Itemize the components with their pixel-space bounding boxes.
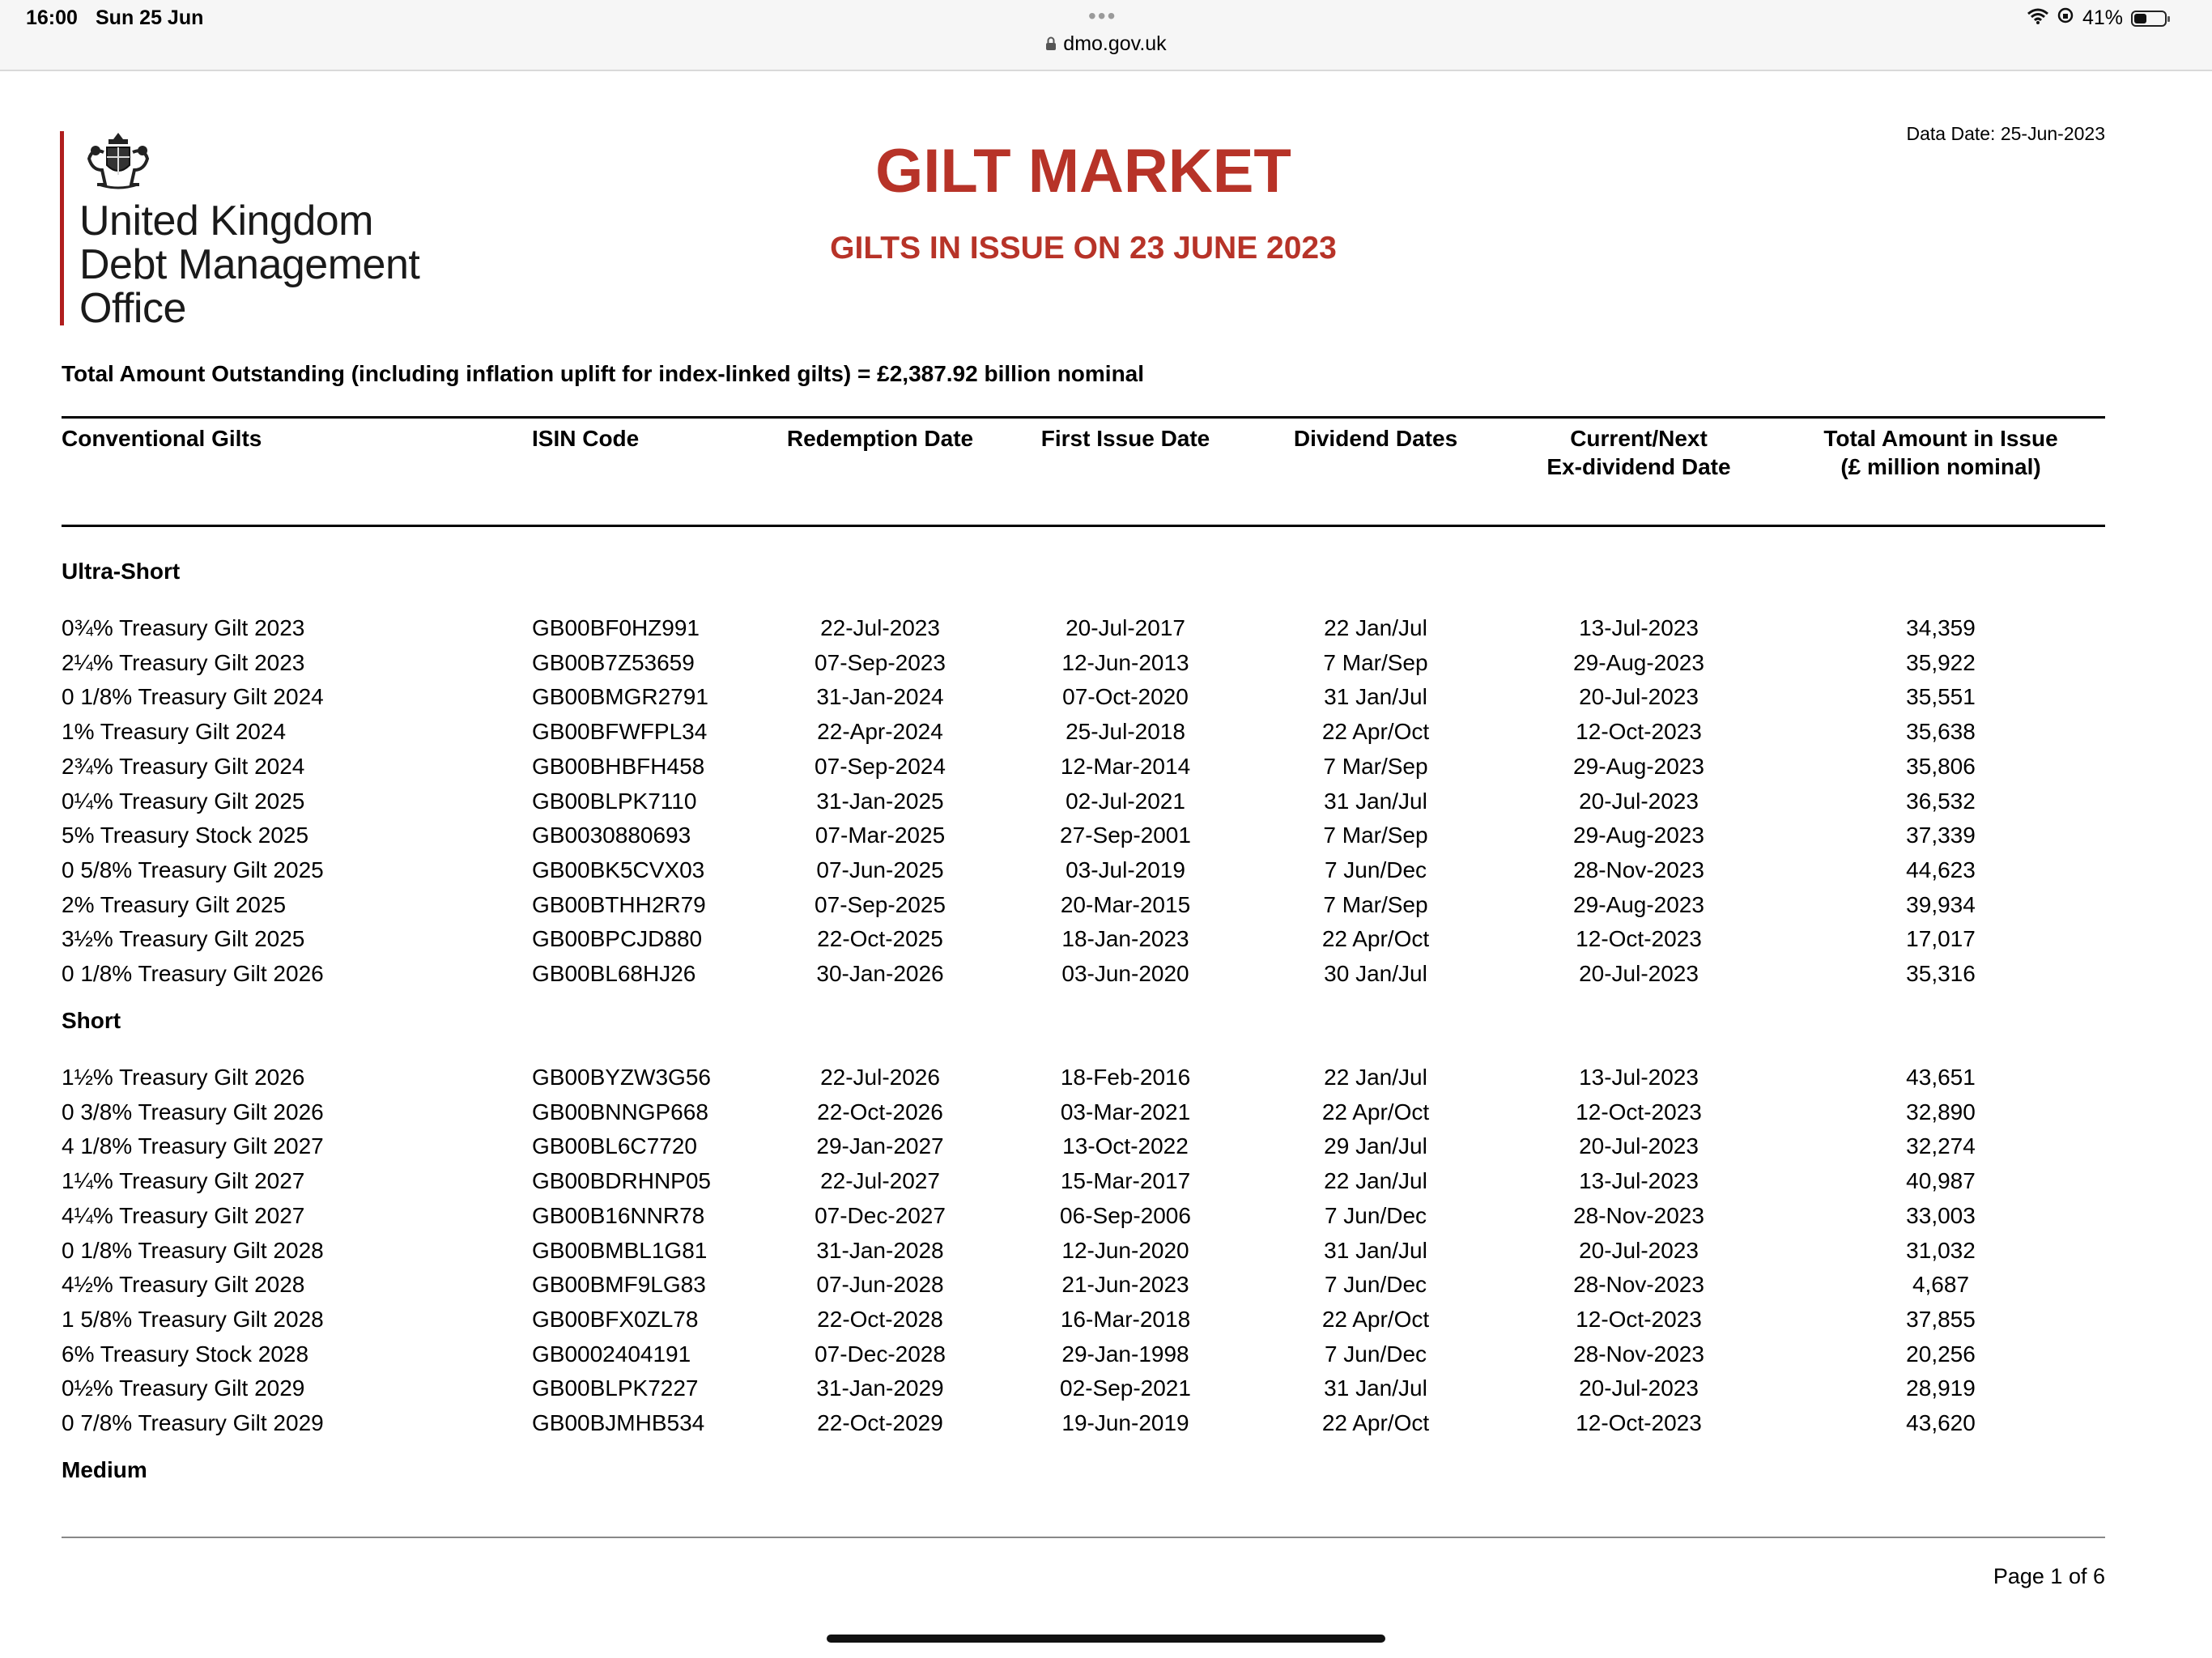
cell-name: 0¼% Treasury Gilt 2025 xyxy=(62,789,305,814)
cell-amount: 37,855 xyxy=(1906,1307,1976,1332)
col-header-dividend: Dividend Dates xyxy=(1293,426,1458,451)
cell-first-issue: 27-Sep-2001 xyxy=(1060,823,1191,848)
cell-isin: GB00BJMHB534 xyxy=(532,1410,705,1435)
table-row xyxy=(0,719,2212,753)
cell-dividend: 30 Jan/Jul xyxy=(1324,961,1427,986)
cell-exdiv: 28-Nov-2023 xyxy=(1573,1341,1704,1367)
table-row xyxy=(0,615,2212,649)
cell-isin: GB00BMBL1G81 xyxy=(532,1238,708,1263)
cell-exdiv: 29-Aug-2023 xyxy=(1573,892,1704,917)
cell-amount: 43,651 xyxy=(1906,1065,1976,1090)
cell-name: 0½% Treasury Gilt 2029 xyxy=(62,1375,305,1401)
cell-dividend: 22 Jan/Jul xyxy=(1324,615,1427,640)
cell-amount: 32,890 xyxy=(1906,1099,1976,1124)
cell-isin: GB00BFX0ZL78 xyxy=(532,1307,699,1332)
cell-dividend: 7 Jun/Dec xyxy=(1324,1272,1427,1297)
table-row xyxy=(0,650,2212,684)
page-number: Page 1 of 6 xyxy=(1993,1564,2105,1588)
cell-isin: GB00BF0HZ991 xyxy=(532,615,700,640)
status-time: 16:00 xyxy=(26,6,78,29)
data-date: Data Date: 25-Jun-2023 xyxy=(1906,123,2105,144)
table-row xyxy=(0,754,2212,788)
cell-name: 0 1/8% Treasury Gilt 2026 xyxy=(62,961,324,986)
table-row xyxy=(0,857,2212,891)
cell-isin: GB00BFWFPL34 xyxy=(532,719,708,744)
cell-redemption: 07-Dec-2028 xyxy=(815,1341,946,1367)
cell-exdiv: 20-Jul-2023 xyxy=(1579,1375,1699,1401)
wifi-icon xyxy=(2027,6,2048,30)
cell-redemption: 07-Mar-2025 xyxy=(815,823,946,848)
cell-redemption: 07-Sep-2025 xyxy=(815,892,946,917)
cell-dividend: 31 Jan/Jul xyxy=(1324,1238,1427,1263)
cell-isin: GB00BYZW3G56 xyxy=(532,1065,711,1090)
cell-redemption: 07-Dec-2027 xyxy=(815,1203,946,1228)
cell-name: 0¾% Treasury Gilt 2023 xyxy=(62,615,305,640)
cell-dividend: 7 Jun/Dec xyxy=(1324,1203,1427,1228)
cell-redemption: 30-Jan-2026 xyxy=(816,961,944,986)
cell-dividend: 22 Jan/Jul xyxy=(1324,1168,1427,1193)
cell-redemption: 22-Apr-2024 xyxy=(817,719,943,744)
col-header-amount xyxy=(1779,424,2103,481)
cell-first-issue: 19-Jun-2019 xyxy=(1061,1410,1189,1435)
cell-redemption: 22-Jul-2026 xyxy=(820,1065,940,1090)
cell-redemption: 22-Oct-2029 xyxy=(817,1410,943,1435)
cell-name: 0 7/8% Treasury Gilt 2029 xyxy=(62,1410,324,1435)
orientation-lock-icon xyxy=(2057,6,2074,30)
cell-redemption: 29-Jan-2027 xyxy=(816,1133,944,1158)
cell-dividend: 7 Jun/Dec xyxy=(1324,1341,1427,1367)
cell-name: 2¾% Treasury Gilt 2024 xyxy=(62,754,305,779)
cell-exdiv: 28-Nov-2023 xyxy=(1573,1272,1704,1297)
cell-name: 4½% Treasury Gilt 2028 xyxy=(62,1272,305,1297)
table-row xyxy=(0,684,2212,718)
cell-isin: GB00BTHH2R79 xyxy=(532,892,706,917)
cell-dividend: 22 Apr/Oct xyxy=(1321,719,1430,744)
battery-icon xyxy=(2131,11,2167,27)
cell-dividend: 7 Mar/Sep xyxy=(1323,650,1428,675)
cell-amount: 37,339 xyxy=(1906,823,1976,848)
section-label: Short xyxy=(62,1008,121,1033)
cell-amount: 31,032 xyxy=(1906,1238,1976,1263)
cell-first-issue: 12-Jun-2013 xyxy=(1061,650,1189,675)
cell-dividend: 29 Jan/Jul xyxy=(1324,1133,1427,1158)
table-row xyxy=(0,961,2212,995)
cell-name: 2¼% Treasury Gilt 2023 xyxy=(62,650,305,675)
cell-name: 5% Treasury Stock 2025 xyxy=(62,823,309,848)
cell-exdiv: 12-Oct-2023 xyxy=(1576,926,1702,951)
logo-line-1: United Kingdom xyxy=(79,198,373,244)
cell-first-issue: 03-Jun-2020 xyxy=(1061,961,1189,986)
table-row xyxy=(0,823,2212,857)
cell-first-issue: 25-Jul-2018 xyxy=(1066,719,1185,744)
footer-rule xyxy=(62,1537,2105,1538)
col-header-exdiv-line1: Current/Next xyxy=(1570,426,1708,451)
col-header-exdiv-line2: Ex-dividend Date xyxy=(1546,454,1731,479)
cell-redemption: 22-Oct-2025 xyxy=(817,926,943,951)
col-header-name: Conventional Gilts xyxy=(62,426,262,451)
cell-dividend: 22 Jan/Jul xyxy=(1324,1065,1427,1090)
cell-amount: 32,274 xyxy=(1906,1133,1976,1158)
cell-first-issue: 12-Mar-2014 xyxy=(1060,754,1191,779)
cell-isin: GB00BK5CVX03 xyxy=(532,857,705,882)
cell-dividend: 7 Jun/Dec xyxy=(1324,857,1427,882)
cell-amount: 36,532 xyxy=(1906,789,1976,814)
cell-first-issue: 02-Sep-2021 xyxy=(1060,1375,1191,1401)
section-label: Medium xyxy=(62,1457,147,1482)
cell-amount: 39,934 xyxy=(1906,892,1976,917)
cell-amount: 34,359 xyxy=(1906,615,1976,640)
cell-exdiv: 20-Jul-2023 xyxy=(1579,684,1699,709)
cell-exdiv: 20-Jul-2023 xyxy=(1579,1238,1699,1263)
cell-isin: GB00BMF9LG83 xyxy=(532,1272,706,1297)
table-row xyxy=(0,926,2212,960)
cell-redemption: 22-Jul-2027 xyxy=(820,1168,940,1193)
cell-amount: 43,620 xyxy=(1906,1410,1976,1435)
cell-redemption: 07-Jun-2028 xyxy=(816,1272,944,1297)
lock-icon xyxy=(1045,33,1057,57)
status-indicators xyxy=(2027,6,2167,30)
total-outstanding: Total Amount Outstanding (including inflation uplift for index-linked gilts) = £2,387.92 billion nominal xyxy=(62,361,1145,386)
cell-amount: 40,987 xyxy=(1906,1168,1976,1193)
cell-isin: GB00B7Z53659 xyxy=(532,650,695,675)
cell-dividend: 7 Mar/Sep xyxy=(1323,754,1428,779)
cell-isin: GB00B16NNR78 xyxy=(532,1203,705,1228)
cell-redemption: 22-Jul-2023 xyxy=(820,615,940,640)
cell-name: 0 1/8% Treasury Gilt 2024 xyxy=(62,684,324,709)
cell-exdiv: 28-Nov-2023 xyxy=(1573,857,1704,882)
cell-isin: GB0002404191 xyxy=(532,1341,691,1367)
cell-first-issue: 12-Jun-2020 xyxy=(1061,1238,1189,1263)
cell-first-issue: 18-Feb-2016 xyxy=(1060,1065,1191,1090)
cell-exdiv: 20-Jul-2023 xyxy=(1579,961,1699,986)
table-row xyxy=(0,789,2212,823)
cell-exdiv: 13-Jul-2023 xyxy=(1579,1168,1699,1193)
cell-exdiv: 29-Aug-2023 xyxy=(1573,650,1704,675)
cell-redemption: 31-Jan-2029 xyxy=(816,1375,944,1401)
cell-isin: GB00BPCJD880 xyxy=(532,926,703,951)
home-indicator[interactable] xyxy=(827,1635,1385,1643)
cell-name: 0 3/8% Treasury Gilt 2026 xyxy=(62,1099,324,1124)
cell-exdiv: 13-Jul-2023 xyxy=(1579,615,1699,640)
cell-name: 1 5/8% Treasury Gilt 2028 xyxy=(62,1307,324,1332)
table-row xyxy=(0,1099,2212,1133)
section-label: Ultra-Short xyxy=(62,559,181,584)
cell-exdiv: 12-Oct-2023 xyxy=(1576,1099,1702,1124)
cell-exdiv: 12-Oct-2023 xyxy=(1576,1410,1702,1435)
cell-redemption: 31-Jan-2025 xyxy=(816,789,944,814)
cell-dividend: 22 Apr/Oct xyxy=(1321,926,1430,951)
battery-percent: 41% xyxy=(2082,6,2123,29)
cell-redemption: 07-Sep-2024 xyxy=(815,754,946,779)
col-header-isin: ISIN Code xyxy=(532,426,640,451)
cell-first-issue: 06-Sep-2006 xyxy=(1060,1203,1191,1228)
table-row xyxy=(0,1203,2212,1237)
cell-isin: GB00BLPK7110 xyxy=(532,789,697,814)
col-header-amount-line1: Total Amount in Issue xyxy=(1823,426,2058,451)
cell-first-issue: 03-Jul-2019 xyxy=(1066,857,1185,882)
cell-amount: 28,919 xyxy=(1906,1375,1976,1401)
browser-status-bar xyxy=(0,0,2212,71)
cell-dividend: 7 Mar/Sep xyxy=(1323,892,1428,917)
cell-first-issue: 20-Jul-2017 xyxy=(1066,615,1185,640)
cell-amount: 4,687 xyxy=(1912,1272,1970,1297)
cell-name: 1½% Treasury Gilt 2026 xyxy=(62,1065,305,1090)
logo-line-2: Debt Management xyxy=(79,241,420,288)
cell-amount: 44,623 xyxy=(1906,857,1976,882)
col-header-first-issue: First Issue Date xyxy=(1040,426,1210,451)
cell-dividend: 7 Mar/Sep xyxy=(1323,823,1428,848)
cell-isin: GB00BL68HJ26 xyxy=(532,961,696,986)
cell-amount: 35,922 xyxy=(1906,650,1976,675)
cell-first-issue: 16-Mar-2018 xyxy=(1060,1307,1191,1332)
more-dots-icon[interactable]: ••• xyxy=(1088,3,1117,28)
cell-exdiv: 28-Nov-2023 xyxy=(1573,1203,1704,1228)
table-row xyxy=(0,1272,2212,1306)
col-header-amount-line2: (£ million nominal) xyxy=(1840,454,2041,479)
cell-isin: GB00BL6C7720 xyxy=(532,1133,697,1158)
cell-exdiv: 12-Oct-2023 xyxy=(1576,1307,1702,1332)
cell-redemption: 07-Sep-2023 xyxy=(815,650,946,675)
cell-name: 1% Treasury Gilt 2024 xyxy=(62,719,287,744)
cell-name: 3½% Treasury Gilt 2025 xyxy=(62,926,305,951)
cell-first-issue: 18-Jan-2023 xyxy=(1061,926,1189,951)
table-top-rule xyxy=(62,416,2105,419)
cell-amount: 17,017 xyxy=(1906,926,1976,951)
cell-name: 0 5/8% Treasury Gilt 2025 xyxy=(62,857,324,882)
cell-amount: 35,806 xyxy=(1906,754,1976,779)
cell-exdiv: 13-Jul-2023 xyxy=(1579,1065,1699,1090)
cell-dividend: 22 Apr/Oct xyxy=(1321,1099,1430,1124)
cell-isin: GB00BHBFH458 xyxy=(532,754,705,779)
table-row xyxy=(0,1341,2212,1375)
cell-first-issue: 29-Jan-1998 xyxy=(1061,1341,1189,1367)
cell-exdiv: 29-Aug-2023 xyxy=(1573,823,1704,848)
cell-isin: GB00BDRHNP05 xyxy=(532,1168,711,1193)
cell-amount: 35,638 xyxy=(1906,719,1976,744)
cell-first-issue: 20-Mar-2015 xyxy=(1060,892,1191,917)
col-header-exdiv xyxy=(1477,424,1801,481)
cell-isin: GB00BNNGP668 xyxy=(532,1099,708,1124)
table-row xyxy=(0,1238,2212,1272)
cell-redemption: 22-Oct-2026 xyxy=(817,1099,943,1124)
page-subtitle: GILTS IN ISSUE ON 23 JUNE 2023 xyxy=(830,231,1337,266)
cell-redemption: 07-Jun-2025 xyxy=(816,857,944,882)
col-header-redemption: Redemption Date xyxy=(786,426,974,451)
table-row xyxy=(0,1065,2212,1099)
cell-first-issue: 02-Jul-2021 xyxy=(1066,789,1185,814)
url-text: dmo.gov.uk xyxy=(1063,32,1167,55)
status-date: Sun 25 Jun xyxy=(96,6,204,29)
cell-amount: 35,551 xyxy=(1906,684,1976,709)
cell-dividend: 31 Jan/Jul xyxy=(1324,684,1427,709)
cell-first-issue: 13-Oct-2022 xyxy=(1062,1133,1189,1158)
table-row xyxy=(0,1168,2212,1202)
address-bar[interactable] xyxy=(0,32,2212,57)
table-row xyxy=(0,1410,2212,1444)
cell-first-issue: 03-Mar-2021 xyxy=(1060,1099,1191,1124)
cell-first-issue: 15-Mar-2017 xyxy=(1060,1168,1191,1193)
cell-amount: 33,003 xyxy=(1906,1203,1976,1228)
table-header-rule xyxy=(62,525,2105,527)
cell-dividend: 31 Jan/Jul xyxy=(1324,1375,1427,1401)
cell-name: 4¼% Treasury Gilt 2027 xyxy=(62,1203,305,1228)
cell-isin: GB00BMGR2791 xyxy=(532,684,708,709)
table-row xyxy=(0,1133,2212,1167)
cell-exdiv: 20-Jul-2023 xyxy=(1579,789,1699,814)
cell-name: 0 1/8% Treasury Gilt 2028 xyxy=(62,1238,324,1263)
cell-name: 2% Treasury Gilt 2025 xyxy=(62,892,287,917)
cell-name: 6% Treasury Stock 2028 xyxy=(62,1341,309,1367)
cell-name: 1¼% Treasury Gilt 2027 xyxy=(62,1168,305,1193)
cell-first-issue: 21-Jun-2023 xyxy=(1061,1272,1189,1297)
cell-dividend: 22 Apr/Oct xyxy=(1321,1307,1430,1332)
table-row xyxy=(0,1375,2212,1409)
cell-redemption: 31-Jan-2028 xyxy=(816,1238,944,1263)
cell-exdiv: 29-Aug-2023 xyxy=(1573,754,1704,779)
table-row xyxy=(0,1307,2212,1341)
cell-exdiv: 12-Oct-2023 xyxy=(1576,719,1702,744)
cell-isin: GB0030880693 xyxy=(532,823,691,848)
cell-amount: 35,316 xyxy=(1906,961,1976,986)
logo-line-3: Office xyxy=(79,285,186,332)
cell-dividend: 31 Jan/Jul xyxy=(1324,789,1427,814)
table-row xyxy=(0,892,2212,926)
cell-dividend: 22 Apr/Oct xyxy=(1321,1410,1430,1435)
cell-redemption: 22-Oct-2028 xyxy=(817,1307,943,1332)
cell-name: 4 1/8% Treasury Gilt 2027 xyxy=(62,1133,324,1158)
cell-redemption: 31-Jan-2024 xyxy=(816,684,944,709)
cell-exdiv: 20-Jul-2023 xyxy=(1579,1133,1699,1158)
cell-isin: GB00BLPK7227 xyxy=(532,1375,699,1401)
page-title: GILT MARKET xyxy=(875,137,1291,206)
cell-first-issue: 07-Oct-2020 xyxy=(1062,684,1189,709)
cell-amount: 20,256 xyxy=(1906,1341,1976,1367)
